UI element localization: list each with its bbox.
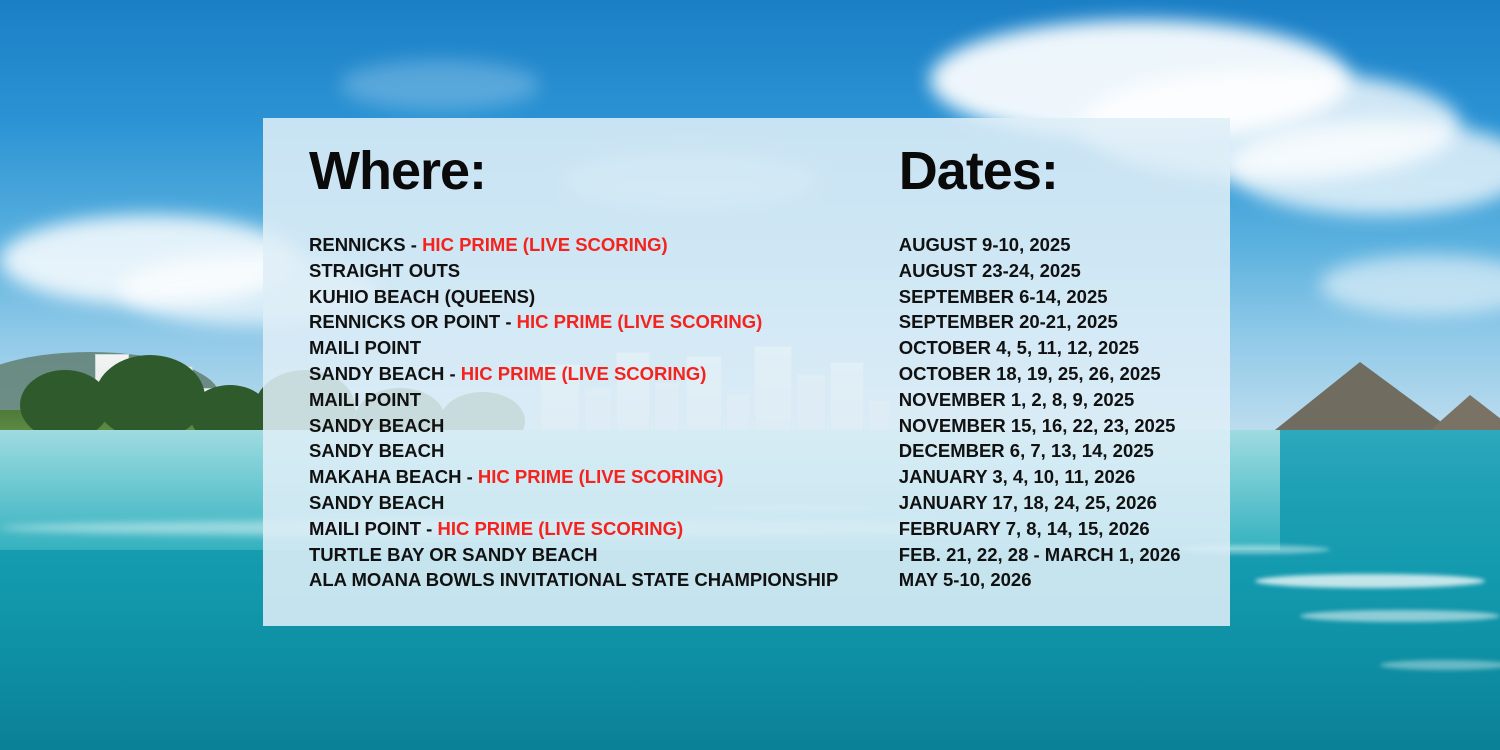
dates-column bbox=[895, 141, 1206, 593]
where-row bbox=[309, 542, 895, 568]
date-row: OCTOBER 4, 5, 11, 12, 2025 bbox=[898, 337, 1140, 359]
date-row: NOVEMBER 15, 16, 22, 23, 2025 bbox=[898, 414, 1176, 436]
where-row bbox=[309, 490, 895, 516]
where-row bbox=[309, 361, 895, 387]
where-location-label: RENNICKS - bbox=[309, 234, 423, 255]
where-row bbox=[309, 309, 895, 335]
where-location-label: KUHIO BEACH (QUEENS) bbox=[309, 285, 536, 307]
where-row bbox=[309, 258, 895, 284]
wave-foam bbox=[1380, 660, 1500, 670]
hic-prime-badge: HIC PRIME (LIVE SCORING) bbox=[422, 234, 668, 255]
where-location-label: MAKAHA BEACH - bbox=[309, 466, 478, 488]
wave-foam bbox=[1255, 574, 1485, 588]
date-row: NOVEMBER 1, 2, 8, 9, 2025 bbox=[898, 388, 1135, 410]
where-location-label: MAILI POINT - bbox=[309, 517, 438, 539]
where-row bbox=[309, 387, 895, 413]
date-row: OCTOBER 18, 19, 25, 26, 2025 bbox=[898, 362, 1161, 384]
where-location-label: MAILI POINT bbox=[309, 388, 422, 410]
where-location-label: SANDY BEACH - bbox=[309, 362, 461, 384]
where-column bbox=[287, 141, 895, 593]
hic-prime-badge: HIC PRIME (LIVE SCORING) bbox=[477, 466, 724, 488]
date-row: FEB. 21, 22, 28 - MARCH 1, 2026 bbox=[898, 543, 1181, 565]
hic-prime-badge: HIC PRIME (LIVE SCORING) bbox=[460, 362, 707, 384]
wave-foam bbox=[1300, 610, 1500, 622]
where-location-label: SANDY BEACH bbox=[309, 414, 445, 436]
date-row: JANUARY 3, 4, 10, 11, 2026 bbox=[898, 466, 1136, 488]
where-row bbox=[309, 284, 895, 310]
where-row bbox=[309, 438, 895, 464]
dates-list bbox=[895, 232, 1206, 593]
where-location-label: MAILI POINT bbox=[309, 337, 422, 359]
date-row: AUGUST 23-24, 2025 bbox=[898, 259, 1081, 281]
date-row: MAY 5-10, 2026 bbox=[898, 569, 1032, 591]
where-row bbox=[309, 516, 895, 542]
where-row bbox=[309, 464, 895, 490]
hic-prime-badge: HIC PRIME (LIVE SCORING) bbox=[516, 311, 763, 333]
where-location-label: TURTLE BAY OR SANDY BEACH bbox=[309, 543, 598, 565]
where-row bbox=[309, 335, 895, 361]
where-row bbox=[309, 232, 895, 258]
where-list bbox=[287, 232, 895, 593]
where-location-label: STRAIGHT OUTS bbox=[309, 259, 461, 281]
palm-tree bbox=[95, 355, 205, 440]
where-location-label: ALA MOANA BOWLS INVITATIONAL STATE CHAMPIONSHIP bbox=[309, 569, 839, 591]
where-row bbox=[309, 413, 895, 439]
date-row: AUGUST 9-10, 2025 bbox=[898, 234, 1071, 255]
schedule-panel bbox=[263, 118, 1230, 626]
where-location-label: SANDY BEACH bbox=[309, 440, 445, 462]
date-row: FEBRUARY 7, 8, 14, 15, 2026 bbox=[898, 517, 1150, 539]
date-row: SEPTEMBER 20-21, 2025 bbox=[898, 311, 1118, 333]
date-row: DECEMBER 6, 7, 13, 14, 2025 bbox=[898, 440, 1154, 462]
where-location-label: RENNICKS OR POINT - bbox=[309, 311, 517, 333]
where-heading: Where: bbox=[309, 141, 487, 201]
where-location-label: SANDY BEACH bbox=[309, 491, 445, 513]
hic-prime-badge: HIC PRIME (LIVE SCORING) bbox=[437, 517, 684, 539]
where-row bbox=[309, 567, 895, 593]
cloud-shape bbox=[340, 60, 540, 110]
date-row: SEPTEMBER 6-14, 2025 bbox=[898, 285, 1108, 307]
dates-heading: Dates: bbox=[898, 141, 1058, 201]
date-row: JANUARY 17, 18, 24, 25, 2026 bbox=[898, 491, 1157, 513]
schedule-columns bbox=[287, 141, 1206, 593]
